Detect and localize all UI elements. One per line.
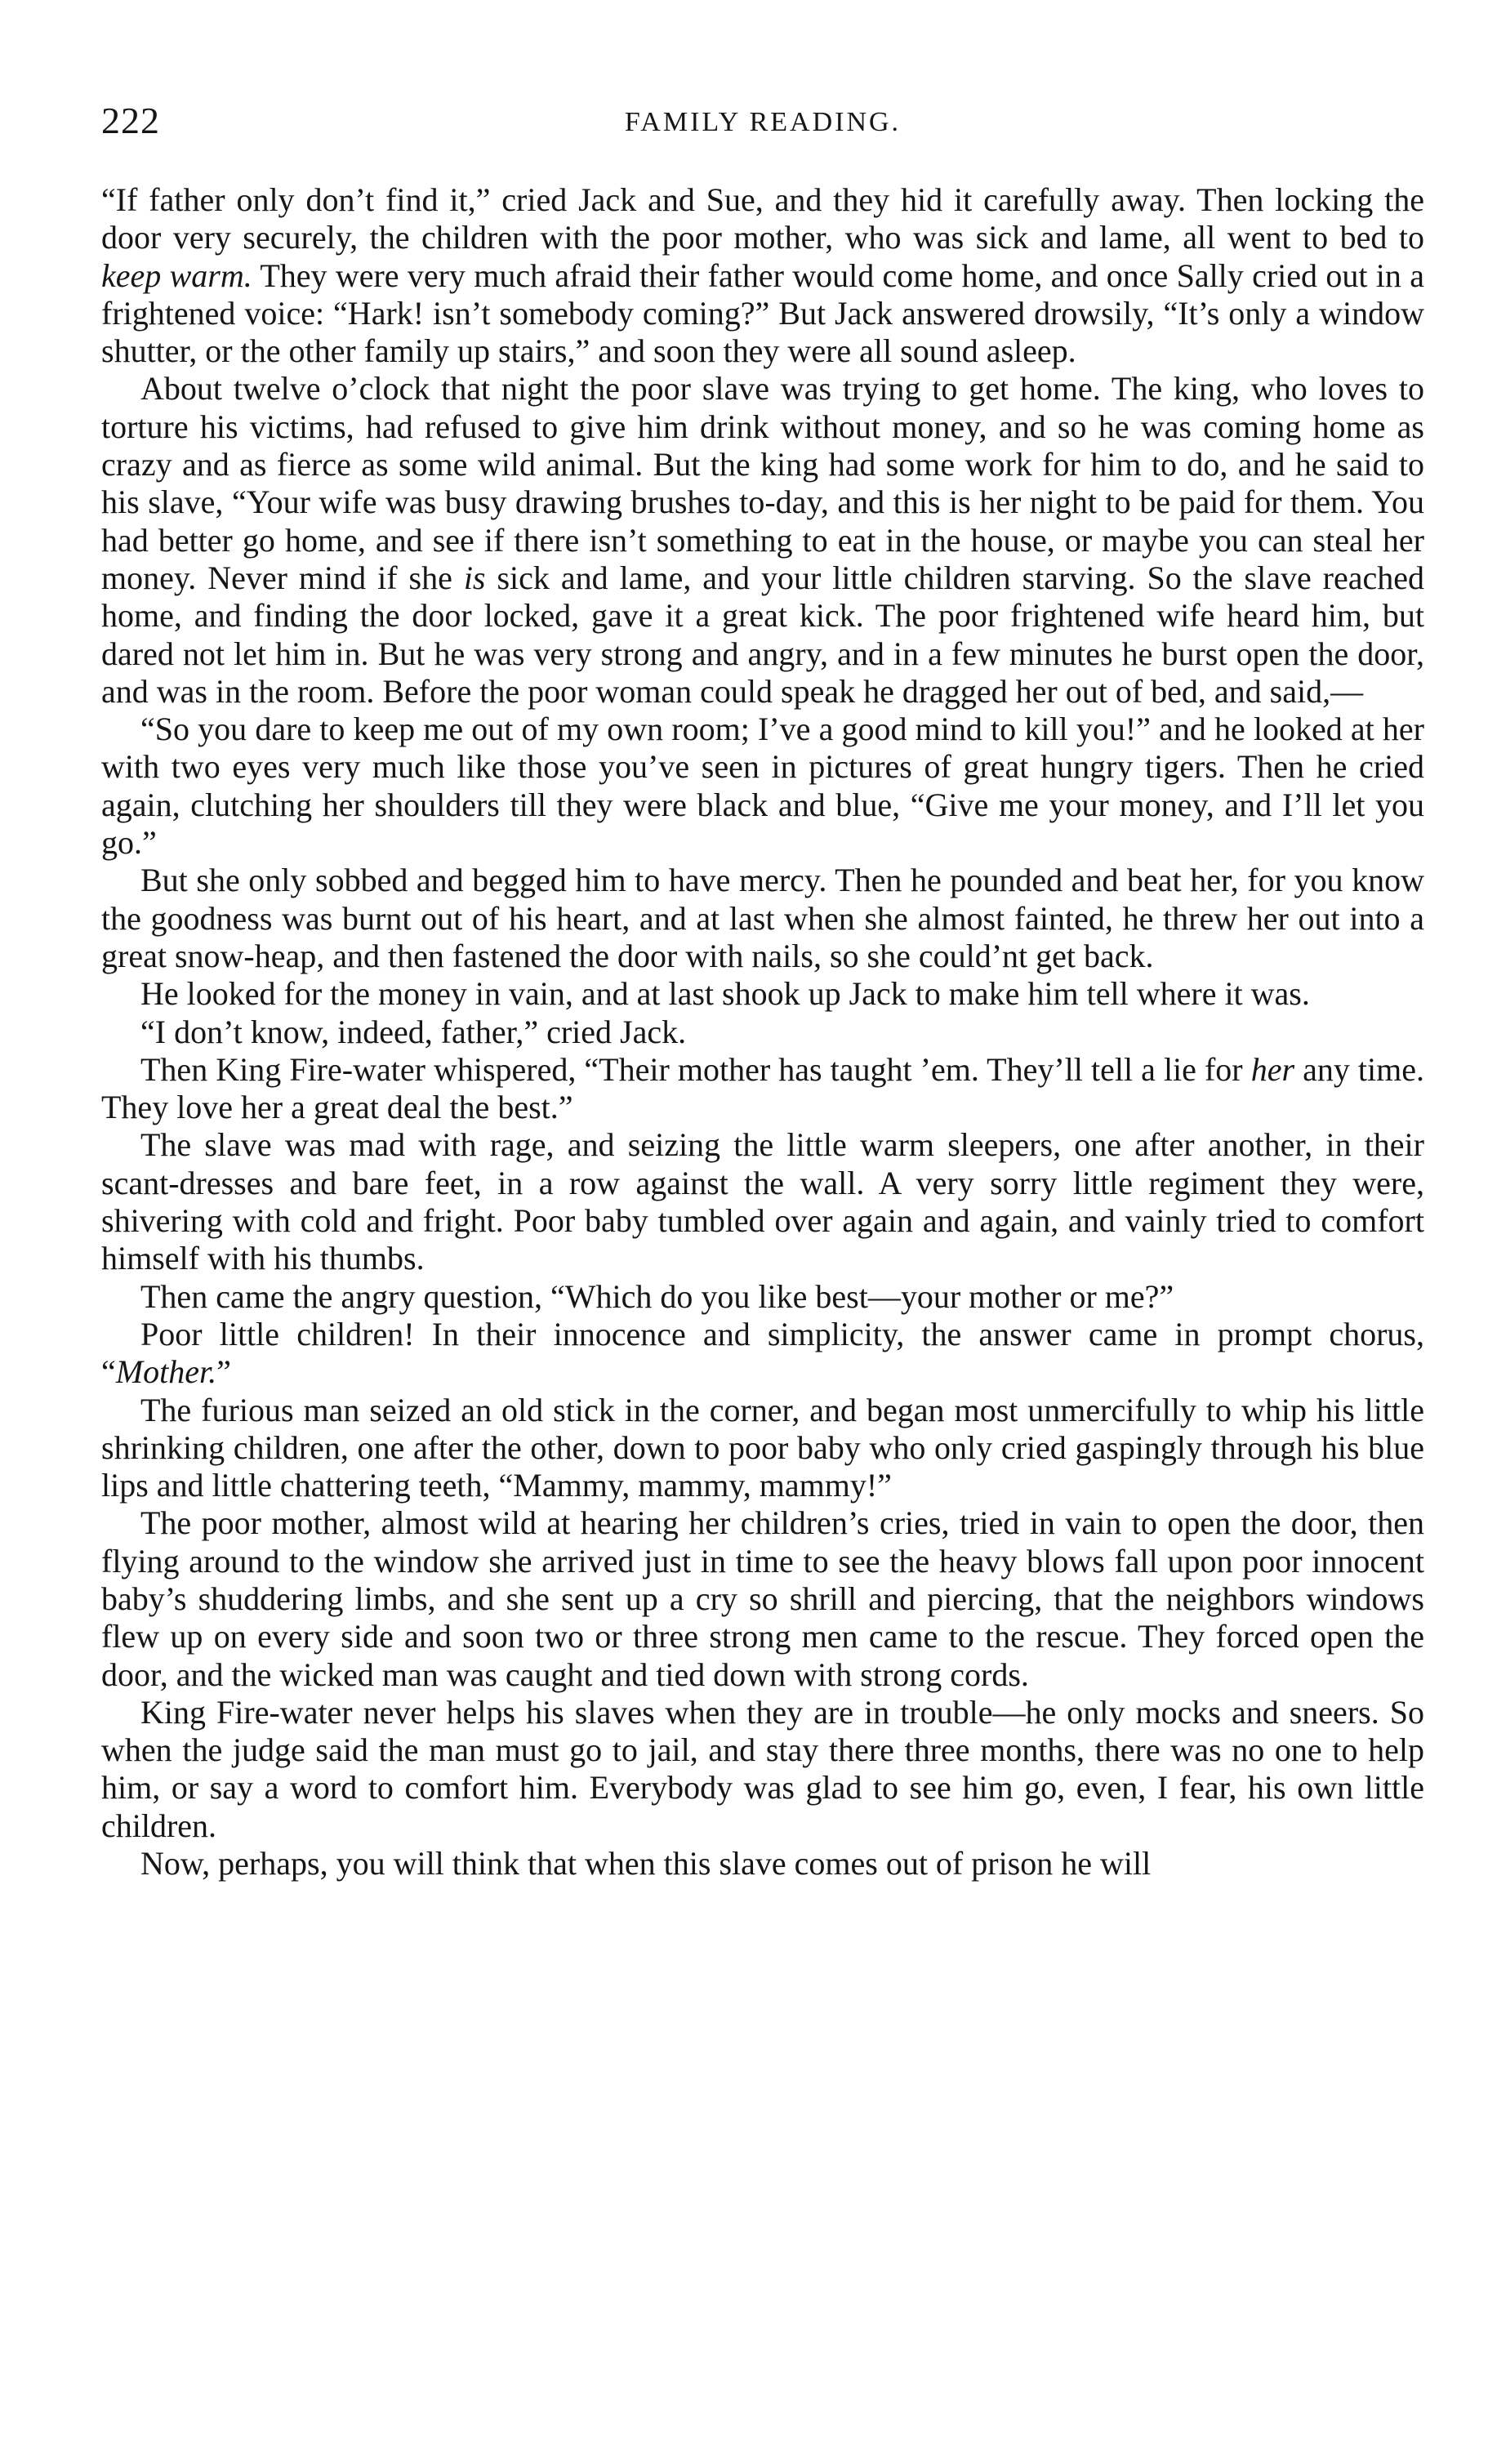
paragraph [101, 1051, 1424, 1127]
paragraph [101, 1392, 1424, 1505]
page-number: 222 [101, 100, 160, 141]
paragraph [101, 1694, 1424, 1845]
italic-text: is [463, 559, 486, 596]
text-run: The slave was mad with rage, and seizing the little warm sleepers, one after another, in their scant-dresses and bare feet, in a row against the wall. A very sorry little regiment they were, shivering with cold and fright. Poor baby tumbled over again and again, and vainly tried to comfort himself with his thumbs. [101, 1126, 1424, 1277]
text-run: King Fire-water never helps his slaves when they are in trouble—he only mocks and sneers. So when the judge said the man must go to jail, and stay there three months, there was no one to help him, or say a word to comfort him. Everybody was glad to see him go, even, I fear, his own little children. [101, 1693, 1424, 1844]
text-run: The furious man seized an old stick in the corner, and began most unmercifully to whip his little shrinking children, one after the other, down to poor baby who only cried gaspingly through his blue lips and little chattering teeth, “Mammy, mammy, mammy!” [101, 1391, 1424, 1504]
italic-text: Mother. [115, 1353, 217, 1391]
paragraph [101, 1014, 1424, 1051]
text-run: any time. They love her a great deal the best.” [101, 1050, 1424, 1126]
paragraph [101, 1278, 1424, 1316]
text-run: About twelve o’clock that night the poor slave was trying to get home. The king, who loves to torture his victims, had refused to give him drink without money, and so he was coming home as crazy and as fierce as some wild animal. But the king had some work for him to do, and he said to his slave, “Your wife was busy drawing brushes to-day, and this is her night to be paid for them. You had better go home, and see if there isn’t something to eat in the house, or maybe you can steal her money. Never mind if she [101, 370, 1424, 596]
paragraph [101, 370, 1424, 711]
paragraph [101, 975, 1424, 1013]
running-title: FAMILY READING. [624, 107, 902, 137]
text-run: Then came the angry question, “Which do you like best—your mother or me?” [140, 1277, 1174, 1315]
paragraph [101, 1504, 1424, 1693]
text-run: They were very much afraid their father would come home, and once Sally cried out in a frightened voice: “Hark! isn’t somebody coming?” But Jack answered drowsily, “It’s only a window shutter, or the other family up stairs,” and soon they were all sound asleep. [101, 256, 1424, 370]
text-run: ” [216, 1353, 231, 1391]
text-run: “I don’t know, indeed, father,” cried Jack. [140, 1013, 687, 1050]
italic-text: her [1250, 1050, 1295, 1088]
body-text [101, 181, 1424, 1883]
text-run: Now, perhaps, you will think that when this slave comes out of prison he will [140, 1845, 1152, 1883]
paragraph [101, 1126, 1424, 1277]
book-page [101, 96, 1424, 1883]
text-run: But she only sobbed and begged him to have mercy. Then he pounded and beat her, for you know the goodness was burnt out of his heart, and at last when she almost fainted, he threw her out into a great snow-heap, and then fastened the door with nails, so she could’nt get back. [101, 862, 1424, 974]
paragraph [101, 181, 1424, 370]
paragraph [101, 862, 1424, 975]
text-run: “So you dare to keep me out of my own room; I’ve a good mind to kill you!” and he looked at her with two eyes very much like those you’ve seen in pictures of great hungry tigers. Then he cried again, clutching her shoulders till they were black and blue, “Give me your money, and I’ll let you go.” [101, 711, 1424, 862]
running-head [101, 96, 1424, 145]
paragraph [101, 711, 1424, 862]
text-run: sick and lame, and your little children starving. So the slave reached home, and finding the door locked, gave it a great kick. The poor frightened wife heard him, but dared not let him in. But he was very strong and angry, and in a few minutes he burst open the door, and was in the room. Before the poor woman could speak he dragged her out of bed, and said,— [101, 559, 1424, 710]
text-run: “If father only don’t find it,” cried Jack and Sue, and they hid it carefully away. Then locking the door very securely, the children with the poor mother, who was sick and lame, all went to bed to [101, 181, 1424, 256]
paragraph [101, 1316, 1424, 1392]
text-run: The poor mother, almost wild at hearing her children’s cries, tried in vain to open the door, then flying around to the window she arrived just in time to see the heavy blows fall upon poor innocent baby’s shuddering limbs, and she sent up a cry so shrill and piercing, that the neighbors windows flew up on every side and soon two or three strong men came to the rescue. They forced open the door, and the wicked man was caught and tied down with strong cords. [101, 1504, 1424, 1693]
text-run: Poor little children! In their innocence and simplicity, the answer came in prompt chorus, “ [101, 1315, 1424, 1391]
text-run: Then King Fire-water whispered, “Their mother has taught ’em. They’ll tell a lie for [140, 1050, 1251, 1088]
italic-text: keep warm. [101, 256, 252, 294]
paragraph [101, 1845, 1424, 1883]
text-run: He looked for the money in vain, and at last shook up Jack to make him tell where it was. [140, 975, 1310, 1013]
